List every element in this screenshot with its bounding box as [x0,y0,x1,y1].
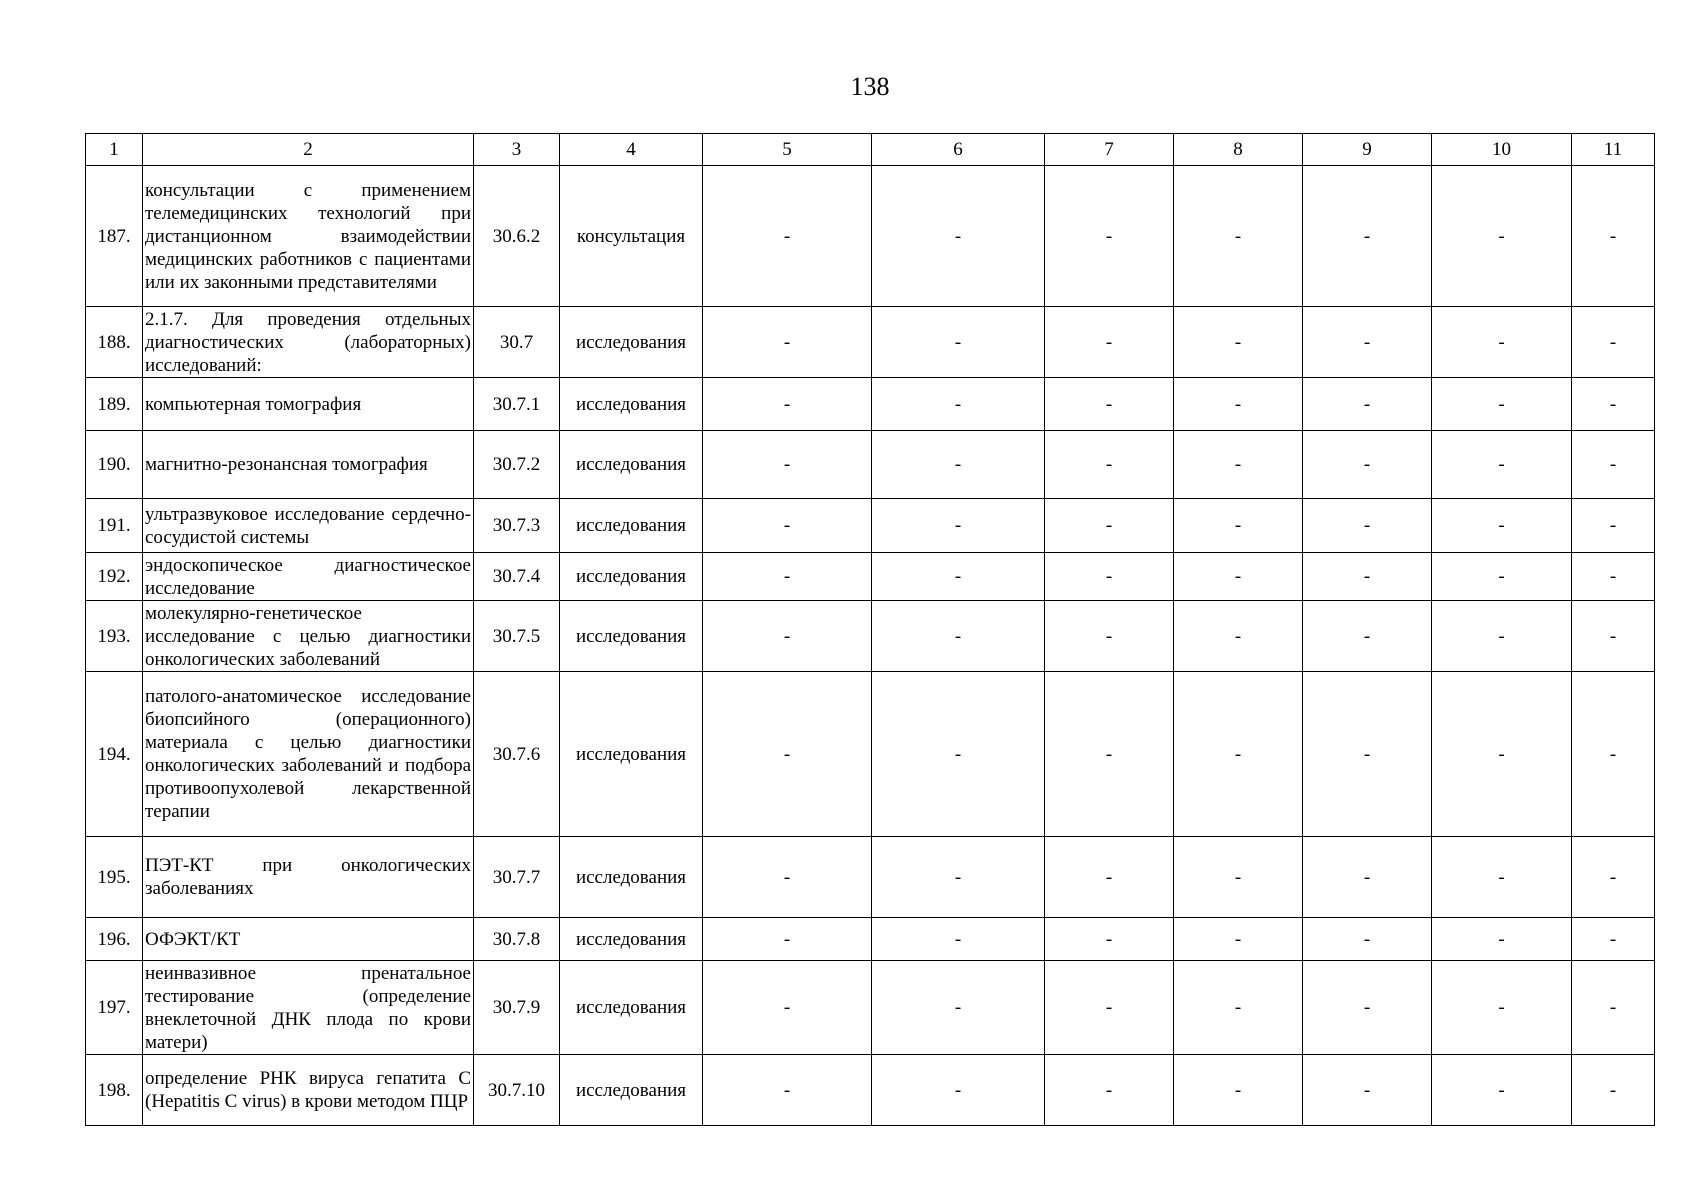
row-unit: исследования [560,378,703,431]
row-name: ОФЭКТ/КТ [143,918,474,961]
row-value: - [1432,837,1572,918]
row-value: - [1045,601,1174,672]
row-unit: исследования [560,672,703,837]
row-value: - [872,307,1045,378]
row-number: 190. [86,431,143,499]
table-row [86,307,1655,378]
page-number: 138 [850,72,890,101]
row-number: 196. [86,918,143,961]
row-value: - [703,307,872,378]
row-unit: исследования [560,601,703,672]
row-value: - [703,499,872,553]
row-unit: исследования [560,431,703,499]
row-name: определение РНК вируса гепатита C (Hepatitis C virus) в крови методом ПЦР [143,1055,474,1126]
row-unit: исследования [560,1055,703,1126]
column-header: 6 [872,134,1045,166]
row-value: - [1432,307,1572,378]
row-value: - [1432,1055,1572,1126]
row-value: - [872,378,1045,431]
row-number: 197. [86,961,143,1055]
row-code: 30.7.5 [474,601,560,672]
row-value: - [1045,672,1174,837]
row-code: 30.7.2 [474,431,560,499]
row-code: 30.7.3 [474,499,560,553]
row-value: - [1174,837,1303,918]
row-number: 188. [86,307,143,378]
row-number: 193. [86,601,143,672]
row-value: - [1572,837,1655,918]
row-value: - [703,837,872,918]
row-value: - [1303,307,1432,378]
row-unit: исследования [560,918,703,961]
column-header: 2 [143,134,474,166]
column-header: 11 [1572,134,1655,166]
row-value: - [1174,918,1303,961]
row-value: - [1303,378,1432,431]
row-value: - [872,553,1045,601]
row-value: - [872,961,1045,1055]
row-value: - [1045,918,1174,961]
row-name: ПЭТ-КТ при онкологических заболеваниях [143,837,474,918]
column-header: 7 [1045,134,1174,166]
row-name: магнитно-резонансная томография [143,431,474,499]
row-value: - [872,837,1045,918]
row-name: компьютерная томография [143,378,474,431]
row-value: - [1303,553,1432,601]
row-value: - [1045,837,1174,918]
row-name: 2.1.7. Для проведения отдельных диагностических (лабораторных) исследований: [143,307,474,378]
row-value: - [1045,431,1174,499]
table-row [86,672,1655,837]
row-code: 30.7.9 [474,961,560,1055]
row-number: 187. [86,166,143,307]
row-unit: исследования [560,961,703,1055]
row-value: - [1174,166,1303,307]
row-value: - [1432,553,1572,601]
column-header: 3 [474,134,560,166]
row-value: - [1045,166,1174,307]
row-value: - [872,601,1045,672]
table-row [86,378,1655,431]
row-value: - [703,1055,872,1126]
column-header: 10 [1432,134,1572,166]
row-name: консультации с применением телемедицинских технологий при дистанционном взаимодействии медицинских работников с пациентами или их законными представителями [143,166,474,307]
row-code: 30.7 [474,307,560,378]
table-row [86,499,1655,553]
row-code: 30.7.10 [474,1055,560,1126]
row-value: - [703,553,872,601]
row-code: 30.6.2 [474,166,560,307]
table-row [86,553,1655,601]
row-value: - [1303,601,1432,672]
table-row [86,961,1655,1055]
row-value: - [872,1055,1045,1126]
row-value: - [703,961,872,1055]
row-code: 30.7.7 [474,837,560,918]
column-header: 9 [1303,134,1432,166]
row-value: - [1174,1055,1303,1126]
row-value: - [1174,553,1303,601]
row-value: - [872,431,1045,499]
row-value: - [1572,918,1655,961]
row-unit: исследования [560,837,703,918]
row-name: ультразвуковое исследование сердечно-сосудистой системы [143,499,474,553]
row-value: - [703,166,872,307]
row-value: - [1303,672,1432,837]
table-row [86,1055,1655,1126]
row-number: 189. [86,378,143,431]
row-value: - [703,431,872,499]
row-value: - [1432,378,1572,431]
row-value: - [1432,961,1572,1055]
column-header: 1 [86,134,143,166]
row-name: патолого-анатомическое исследование биопсийного (операционного) материала с целью диагностики онкологических заболеваний и подбора противоопухолевой лекарственной терапии [143,672,474,837]
data-table [85,133,1655,1126]
row-value: - [1045,1055,1174,1126]
row-unit: исследования [560,307,703,378]
row-value: - [1174,601,1303,672]
row-value: - [872,166,1045,307]
row-value: - [1572,1055,1655,1126]
row-name: эндоскопическое диагностическое исследование [143,553,474,601]
table-row [86,837,1655,918]
row-value: - [1174,672,1303,837]
row-value: - [1572,553,1655,601]
row-number: 192. [86,553,143,601]
row-value: - [1432,166,1572,307]
header-row [86,134,1655,166]
row-value: - [1174,499,1303,553]
row-value: - [1432,918,1572,961]
row-value: - [1572,499,1655,553]
row-number: 195. [86,837,143,918]
column-header: 5 [703,134,872,166]
row-value: - [872,672,1045,837]
row-value: - [1432,431,1572,499]
row-value: - [1432,499,1572,553]
row-value: - [872,499,1045,553]
row-number: 191. [86,499,143,553]
row-value: - [1303,166,1432,307]
row-value: - [1572,961,1655,1055]
row-code: 30.7.8 [474,918,560,961]
row-value: - [1572,166,1655,307]
row-value: - [1572,431,1655,499]
row-value: - [1303,431,1432,499]
table-row [86,918,1655,961]
table-row [86,431,1655,499]
row-value: - [1045,307,1174,378]
row-value: - [1303,499,1432,553]
row-value: - [1303,961,1432,1055]
row-name: молекулярно-генетическое исследование с целью диагностики онкологических заболеваний [143,601,474,672]
row-value: - [1174,378,1303,431]
row-unit: консультация [560,166,703,307]
row-value: - [872,918,1045,961]
row-name: неинвазивное пренатальное тестирование (определение внеклеточной ДНК плода по крови матери) [143,961,474,1055]
table-row [86,601,1655,672]
row-value: - [1432,672,1572,837]
row-value: - [1572,307,1655,378]
row-code: 30.7.4 [474,553,560,601]
column-header: 8 [1174,134,1303,166]
row-value: - [703,378,872,431]
row-value: - [703,918,872,961]
row-value: - [1432,601,1572,672]
row-value: - [1174,961,1303,1055]
row-value: - [1045,553,1174,601]
row-value: - [1045,378,1174,431]
row-value: - [1303,1055,1432,1126]
row-value: - [703,601,872,672]
row-code: 30.7.1 [474,378,560,431]
row-value: - [1045,499,1174,553]
row-value: - [703,672,872,837]
column-header: 4 [560,134,703,166]
row-value: - [1045,961,1174,1055]
row-value: - [1572,378,1655,431]
row-value: - [1174,307,1303,378]
row-value: - [1572,672,1655,837]
row-value: - [1174,431,1303,499]
row-unit: исследования [560,553,703,601]
row-number: 198. [86,1055,143,1126]
row-value: - [1303,837,1432,918]
row-value: - [1303,918,1432,961]
row-value: - [1572,601,1655,672]
row-code: 30.7.6 [474,672,560,837]
row-unit: исследования [560,499,703,553]
row-number: 194. [86,672,143,837]
table-row [86,166,1655,307]
